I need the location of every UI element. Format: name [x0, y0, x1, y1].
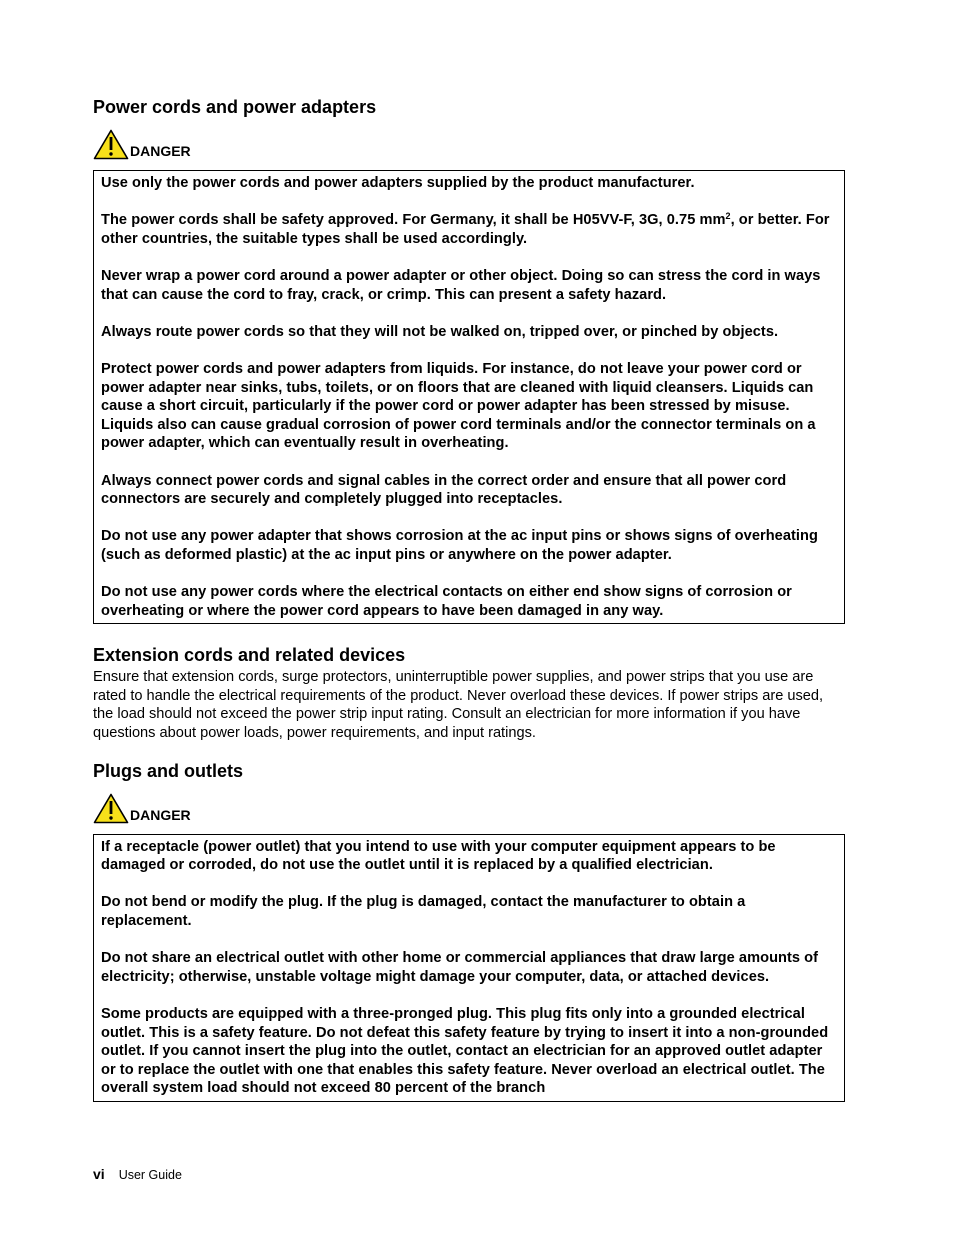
- danger-label: DANGER: [130, 806, 191, 823]
- danger-paragraph: Use only the power cords and power adapters supplied by the product manufacturer.: [101, 175, 695, 191]
- danger-paragraph: Protect power cords and power adapters from liquids. For instance, do not leave your power cord or power adapter near sinks, tubs, toilets, or on floors that are cleaned with liquid cleansers. Liquids can cause a short circuit, particularly if the power cord or power adapter has been stressed by misuse. Liquids also can cause gradual corrosion of power cord terminals and/or the connector terminals on a power adapter, which can eventually result in overheating.: [101, 360, 816, 452]
- page-content: [93, 96, 845, 1102]
- danger-notice-1: [93, 124, 845, 160]
- approval-text-cont: , or better. For other countries, the suitable types shall be used accordingly.: [101, 212, 830, 247]
- section-title-plugs-outlets: Plugs and outlets: [93, 760, 244, 781]
- page-number: vi: [93, 1166, 105, 1182]
- danger-paragraph: Do not share an electrical outlet with other home or commercial appliances that draw large amounts of electricity; otherwise, unstable voltage might damage your computer, data, or attached devices.: [101, 950, 819, 985]
- danger-paragraph: Some products are equipped with a three-pronged plug. This plug fits only into a grounded electrical outlet. This is a safety feature. Do not defeat this safety feature by trying to insert it into a non-grounded outlet. If you cannot insert the plug into the outlet, contact an electrician for an approved outlet adapter or to replace the outlet with one that enables this safety feature. Never overload an electrical outlet. The overall system load should not exceed 80 percent of the branch: [101, 1005, 829, 1097]
- extension-cords-body: Ensure that extension cords, surge protectors, uninterruptible power supplies, and power strips that you use are rated to handle the electrical requirements of the product. Never overload these devices. If power strips are used, the load should not exceed the power strip input rating. Consult an electrician for more information if you have questions about power loads, power requirements, and input ratings.: [93, 669, 824, 742]
- danger-paragraph-approval: [101, 211, 838, 248]
- warning-triangle-icon: [93, 793, 129, 824]
- danger-paragraph: Do not use any power adapter that shows corrosion at the ac input pins or shows signs of overheating (such as deformed plastic) at the ac input pins or anywhere on the power adapter.: [101, 528, 818, 563]
- danger-box-plugs-outlets: [93, 834, 845, 1102]
- danger-paragraph: Do not use any power cords where the electrical contacts on either end show signs of corrosion or overheating or where the power cord appears to have been damaged in any way.: [101, 584, 792, 619]
- superscript-2: 2: [725, 211, 731, 222]
- page-footer: [93, 1166, 182, 1182]
- section-title-extension-cords: Extension cords and related devices: [93, 645, 406, 666]
- approval-text: The power cords shall be safety approved. For Germany, it shall be H05VV-F, 3G, 0.75 mm: [101, 212, 726, 229]
- danger-notice-2: [93, 788, 845, 824]
- danger-label: DANGER: [130, 143, 191, 159]
- footer-doc-title: User Guide: [118, 1168, 182, 1182]
- danger-paragraph: Do not bend or modify the plug. If the plug is damaged, contact the manufacturer to obtain a replacement.: [101, 894, 746, 929]
- danger-box-power-cords: [93, 170, 845, 624]
- danger-paragraph: Always connect power cords and signal cables in the correct order and ensure that all power cord connectors are securely and completely plugged into receptacles.: [101, 472, 787, 508]
- danger-paragraph: Always route power cords so that they will not be walked on, tripped over, or pinched by objects.: [101, 323, 779, 340]
- section-title-power-cords: Power cords and power adapters: [93, 97, 377, 117]
- danger-paragraph: If a receptacle (power outlet) that you intend to use with your computer equipment appears to be damaged or corroded, do not use the outlet until it is replaced by a qualified electrician.: [101, 838, 776, 874]
- warning-triangle-icon: [93, 129, 129, 160]
- danger-paragraph: Never wrap a power cord around a power adapter or other object. Doing so can stress the cord in ways that can cause the cord to fray, crack, or crimp. This can present a safety hazard.: [101, 267, 821, 303]
